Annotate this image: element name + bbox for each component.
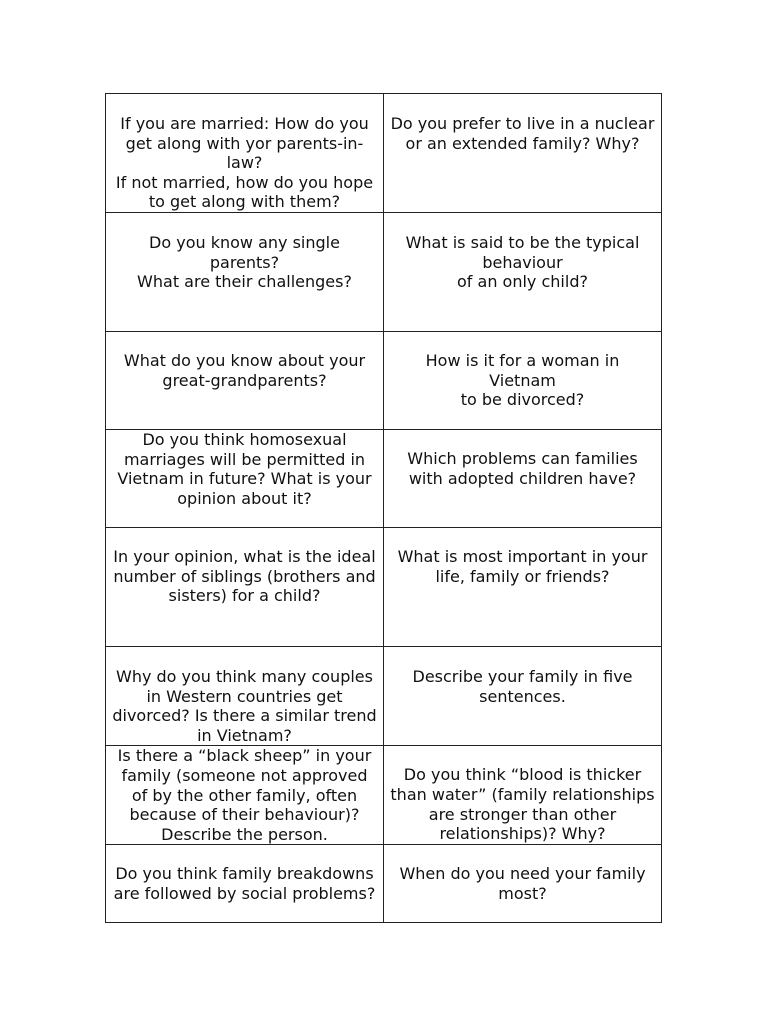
question-card: Describe your family in five sentences. <box>384 647 662 746</box>
question-card: How is it for a woman in Vietnam to be divorced? <box>384 332 662 430</box>
question-card: Why do you think many couples in Western countries get divorced? Is there a similar trend in Vietnam? <box>106 647 384 746</box>
table-row <box>106 94 662 213</box>
question-card: Do you prefer to live in a nuclear or an extended family? Why? <box>384 94 662 213</box>
table-row <box>106 528 662 647</box>
table-row <box>106 332 662 430</box>
question-card: If you are married: How do you get along with yor parents-in-law? If not married, how do you hope to get along with them? <box>106 94 384 213</box>
question-card: Do you think homosexual marriages will be permitted in Vietnam in future? What is your opinion about it? <box>106 430 384 528</box>
question-card: Do you think family breakdowns are followed by social problems? <box>106 845 384 923</box>
discussion-card-table <box>105 93 662 923</box>
question-card: What is said to be the typical behaviour of an only child? <box>384 213 662 332</box>
table-row <box>106 430 662 528</box>
question-card: Do you think “blood is thicker than water” (family relationships are stronger than other relationships)? Why? <box>384 746 662 845</box>
table-row <box>106 213 662 332</box>
question-card: Is there a “black sheep” in your family (someone not approved of by the other family, often because of their behaviour)? Describe the person. <box>106 746 384 845</box>
question-card: Which problems can families with adopted children have? <box>384 430 662 528</box>
question-card: Do you know any single parents? What are their challenges? <box>106 213 384 332</box>
question-card: What is most important in your life, family or friends? <box>384 528 662 647</box>
question-card: When do you need your family most? <box>384 845 662 923</box>
question-card: In your opinion, what is the ideal number of siblings (brothers and sisters) for a child? <box>106 528 384 647</box>
table-row <box>106 647 662 746</box>
question-card: What do you know about your great-grandparents? <box>106 332 384 430</box>
table-row <box>106 746 662 845</box>
table-row <box>106 845 662 923</box>
